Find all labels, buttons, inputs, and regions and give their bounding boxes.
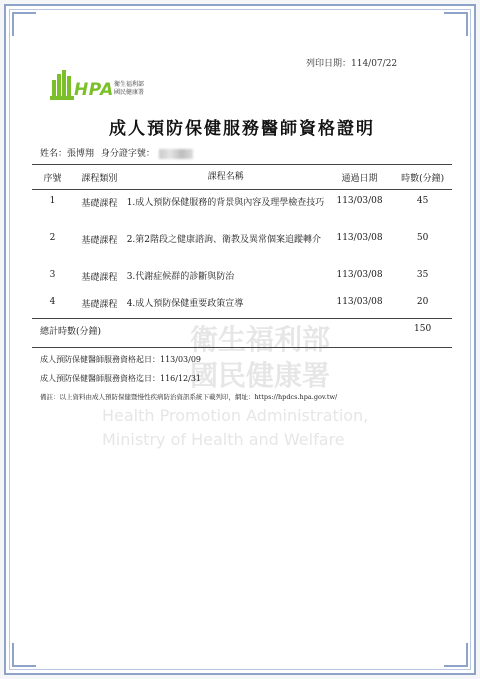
frame-corner-ornament [444,643,468,667]
frame-corner-ornament [444,12,468,36]
row-date: 113/03/08 [336,233,383,243]
logo-line-2: 國民健康署 [114,89,145,96]
watermark-cn-line2: 國民健康署 [190,359,331,392]
total-value: 150 [393,319,452,348]
row-type: 基礎課程 [81,300,118,310]
watermark-en-line2: Ministry of Health and Welfare [102,430,345,449]
certificate-frame [4,4,476,675]
validity-start: 成人預防保健醫師服務資格起日：113/03/09 [40,355,202,364]
course-table [32,164,452,348]
row-no: 3 [49,270,56,280]
person-name: 姓名：張博翔 [40,149,95,159]
row-no: 1 [49,196,56,206]
table-header-row [32,165,452,190]
logo-line-1: 衛生福利部 [114,81,145,88]
table-row [32,291,452,319]
hpa-logo-icon [50,68,76,102]
row-type: 基礎課程 [81,199,118,209]
person-id-label: 身分證字號： [100,149,155,159]
row-no: 2 [49,233,56,243]
row-minutes: 35 [416,270,429,280]
table-row [32,227,452,264]
hpa-logo-text: HPA [74,80,114,100]
total-label: 總計時數(分鐘) [32,319,393,348]
header-no: 序號 [32,165,73,190]
row-no: 4 [49,297,56,307]
row-name: 1.成人預防保健服務的背景與內容及理學檢查技巧 [126,198,325,208]
watermark-cn-line1: 衛生福利部 [190,323,331,356]
row-name: 4.成人預防保健重要政策宣導 [126,299,244,309]
header-date: 通過日期 [326,165,393,190]
row-date: 113/03/08 [336,270,383,280]
row-type: 基礎課程 [81,273,118,283]
person-info [40,146,197,159]
header-type: 課程類別 [73,165,126,190]
frame-corner-ornament [12,12,36,36]
table-row [32,264,452,291]
row-date: 113/03/08 [336,297,383,307]
header-name: 課程名稱 [126,165,326,190]
validity-end: 成人預防保健醫師服務資格迄日：116/12/31 [40,374,202,383]
hpa-logo-subtitle [114,81,144,97]
table-row [32,190,452,228]
watermark-en-line1: Health Promotion Administration, [102,406,369,425]
id-redacted [159,149,193,159]
row-name: 2.第2階段之健康諮詢、衛教及異常個案追蹤轉介 [126,235,322,245]
row-minutes: 45 [416,196,429,206]
row-minutes: 50 [416,233,429,243]
page-title: 成人預防保健服務醫師資格證明 [109,119,375,139]
header-minutes: 時數(分鐘) [393,165,452,190]
frame-corner-ornament [12,643,36,667]
row-minutes: 20 [416,297,429,307]
remark-note: 備註：以上資料由成人預防保健暨慢性疾病防治資訊系統下載列印，網址：https://hpdcs.hpa.gov.tw/ [40,393,338,401]
row-date: 113/03/08 [336,196,383,206]
print-date: 列印日期：114/07/22 [306,59,398,69]
row-name: 3.代謝症候群的診斷與防治 [126,272,235,282]
row-type: 基礎課程 [81,236,118,246]
total-row [32,319,452,348]
hpa-logo [50,68,160,108]
